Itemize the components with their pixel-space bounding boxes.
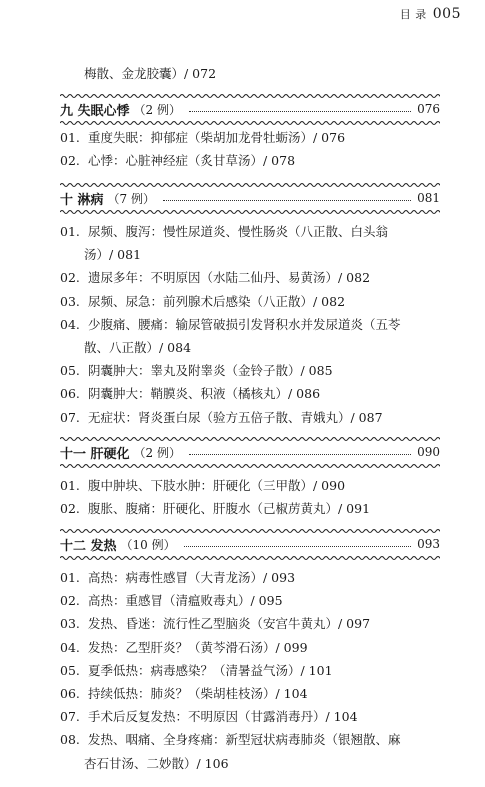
entry-number: 01. xyxy=(60,478,80,493)
entry-text: 散、八正散）/ 084 xyxy=(84,340,192,355)
entry-text: 手术后反复发热：不明原因（甘露消毒丹）/ 104 xyxy=(88,709,358,725)
entry-text: 无症状：肾炎蛋白尿（验方五倍子散、青娥丸）/ 087 xyxy=(88,409,383,425)
dot-leader xyxy=(163,200,411,201)
toc-entry[interactable] xyxy=(84,754,464,772)
section-heading[interactable] xyxy=(60,533,440,555)
dot-leader xyxy=(184,546,411,547)
toc-entry[interactable] xyxy=(60,476,440,494)
entry-number: 04. xyxy=(60,316,80,332)
continuation-line: 梅散、金龙胶囊）/ 072 xyxy=(84,66,217,81)
toc-entry[interactable] xyxy=(60,661,440,679)
entry-number: 08. xyxy=(60,732,80,748)
section-title: 九 失眠心悸 xyxy=(60,103,130,119)
entry-text: 持续低热：肺炎？（柴胡桂枝汤）/ 104 xyxy=(88,686,308,701)
section-heading[interactable] xyxy=(60,98,440,120)
running-header xyxy=(400,6,461,22)
entry-text: 腹中肿块、下肢水肿：肝硬化（三甲散）/ 090 xyxy=(88,478,346,493)
toc-entry[interactable] xyxy=(84,338,464,356)
section-wavy-underline xyxy=(60,555,440,561)
section-wavy-underline xyxy=(60,463,440,469)
section-page-number: 093 xyxy=(417,537,440,551)
entry-number: 02. xyxy=(60,501,80,517)
entry-number: 02. xyxy=(60,593,80,609)
section-page-number: 090 xyxy=(417,445,440,459)
section-wavy-underline xyxy=(60,209,440,215)
toc-entry[interactable] xyxy=(60,315,440,333)
section-title: 十一 肝硬化 xyxy=(60,446,130,462)
entry-text: 发热、咽痛、全身疼痛：新型冠状病毒肺炎（银翘散、麻 xyxy=(88,732,401,748)
entry-number: 05. xyxy=(60,662,80,678)
entry-text: 阴囊肿大：睾丸及附睾炎（金铃子散）/ 085 xyxy=(88,363,333,379)
entry-text: 尿频、尿急：前列腺术后感染（八正散）/ 082 xyxy=(88,293,346,309)
section-page-number: 076 xyxy=(417,102,440,116)
entry-text: 夏季低热：病毒感染？（清暑益气汤）/ 101 xyxy=(88,662,333,678)
toc-entry[interactable] xyxy=(84,245,464,263)
entry-text: 高热：病毒性感冒（大青龙汤）/ 093 xyxy=(88,570,296,585)
entry-text: 少腹痛、腰痛：输尿管破损引发肾积水并发尿道炎（五苓 xyxy=(88,316,401,332)
toc-entry[interactable] xyxy=(60,361,440,379)
header-title: 目 录 xyxy=(399,8,427,21)
section-case-count: （2 例） xyxy=(133,102,181,117)
entry-number: 01. xyxy=(60,224,80,239)
toc-entry[interactable] xyxy=(60,499,440,517)
toc-entry[interactable] xyxy=(60,684,440,702)
dot-leader xyxy=(189,111,411,112)
entry-number: 03. xyxy=(60,293,80,309)
toc-entry[interactable] xyxy=(60,638,440,656)
entry-text: 尿频、腹泻：慢性尿道炎、慢性肠炎（八正散、白头翁 xyxy=(88,224,389,239)
toc-entry[interactable] xyxy=(60,591,440,609)
toc-entry[interactable] xyxy=(60,614,440,632)
entry-text: 遗尿多年：不明原因（水陆二仙丹、易黄汤）/ 082 xyxy=(88,270,371,286)
entry-number: 03. xyxy=(60,616,80,632)
entry-text: 阴囊肿大：鞘膜炎、积液（橘核丸）/ 086 xyxy=(88,386,321,402)
section-heading[interactable] xyxy=(60,187,440,209)
toc-entry[interactable] xyxy=(60,568,440,586)
entry-number: 06. xyxy=(60,686,80,701)
toc-entry[interactable] xyxy=(60,222,440,240)
toc-entry[interactable] xyxy=(60,292,440,310)
entry-number: 01. xyxy=(60,130,80,145)
toc-entry[interactable] xyxy=(60,384,440,402)
entry-text: 心悸：心脏神经症（炙甘草汤）/ 078 xyxy=(88,153,296,169)
entry-text: 高热：重感冒（清瘟败毒丸）/ 095 xyxy=(88,593,283,609)
header-page-number: 005 xyxy=(432,6,461,22)
section-title: 十 淋病 xyxy=(60,192,104,208)
section-page-number: 081 xyxy=(417,191,440,205)
section-wavy-underline xyxy=(60,120,440,126)
section-heading[interactable] xyxy=(60,441,440,463)
entry-number: 02. xyxy=(60,153,80,169)
entry-number: 07. xyxy=(60,409,80,425)
entry-text: 发热：乙型肝炎？（黄芩滑石汤）/ 099 xyxy=(88,639,308,655)
entry-text: 杏石甘汤、二妙散）/ 106 xyxy=(84,755,229,771)
entry-text: 发热、昏迷：流行性乙型脑炎（安宫牛黄丸）/ 097 xyxy=(88,616,371,632)
entry-number: 04. xyxy=(60,639,80,655)
toc-entry[interactable] xyxy=(60,268,440,286)
entry-number: 02. xyxy=(60,270,80,286)
toc-entry[interactable] xyxy=(60,408,440,426)
entry-number: 07. xyxy=(60,709,80,725)
entry-number: 06. xyxy=(60,386,80,402)
entry-number: 01. xyxy=(60,570,80,585)
section-case-count: （7 例） xyxy=(107,191,155,206)
toc-entry[interactable] xyxy=(60,730,440,748)
entry-text: 腹胀、腹痛：肝硬化、肝腹水（己椒苈黄丸）/ 091 xyxy=(88,501,371,517)
toc-entry[interactable] xyxy=(60,707,440,725)
toc-entry[interactable] xyxy=(60,128,440,146)
section-case-count: （10 例） xyxy=(120,537,176,552)
toc-entry[interactable] xyxy=(60,151,440,169)
entry-text: 重度失眠：抑郁症（柴胡加龙骨牡蛎汤）/ 076 xyxy=(88,130,346,145)
dot-leader xyxy=(189,454,411,455)
section-title: 十二 发热 xyxy=(60,538,117,554)
entry-text: 汤）/ 081 xyxy=(84,247,142,263)
section-case-count: （2 例） xyxy=(133,445,181,460)
entry-number: 05. xyxy=(60,363,80,379)
